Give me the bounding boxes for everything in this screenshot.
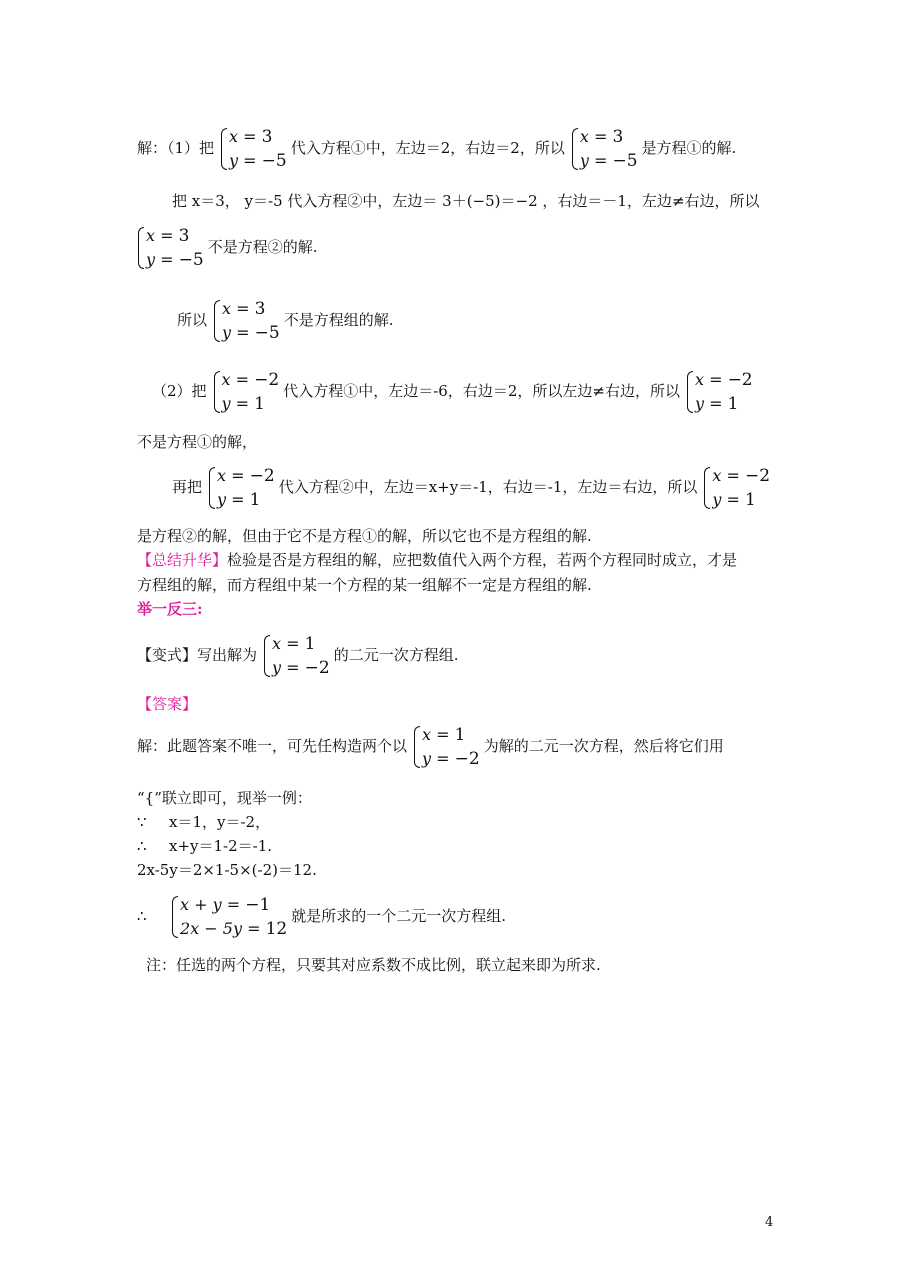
text: 2x-5y＝2×1-5×(-2)＝12.	[137, 861, 317, 879]
because-symbol: ∵	[137, 813, 147, 831]
equation-system: x = 3 y = −5	[211, 297, 280, 345]
equation-system: x = −2 y = 1	[701, 464, 770, 512]
answer-line-4	[137, 836, 272, 856]
equation-system: x = 1 y = −2	[411, 723, 480, 771]
text: 就是所求的一个二元一次方程组.	[291, 907, 506, 925]
solution-line-8	[137, 526, 592, 546]
answer-line-2	[137, 788, 312, 808]
text: 把 x＝3， y＝-5 代入方程②中，左边＝ 3＋(−5)＝−2 ，右边＝－1，左边≠右边，所以	[172, 192, 760, 210]
answer-heading	[137, 694, 197, 714]
heading-text: 举一反三:	[137, 600, 203, 618]
solution-line-6	[137, 432, 257, 452]
therefore-symbol: ∴	[137, 837, 147, 855]
solution-line-7	[172, 464, 774, 512]
text: x+y＝1-2＝-1.	[169, 837, 273, 855]
page-number: 4	[765, 1215, 774, 1230]
answer-line-1	[137, 723, 724, 771]
text: x＝1，y＝-2，	[169, 813, 271, 831]
section-heading	[137, 599, 203, 619]
answer-line-6	[137, 893, 506, 941]
text: 注：任选的两个方程，只要其对应系数不成比例，联立起来即为所求.	[146, 956, 601, 974]
text: 不是方程②的解.	[207, 238, 318, 256]
answer-line-5	[137, 860, 317, 880]
equation-system: x = 1 y = −2	[261, 632, 330, 680]
text: 是方程②的解，但由于它不是方程①的解，所以它也不是方程组的解.	[137, 527, 592, 545]
summary-line-2	[137, 575, 592, 595]
equation-system: x = 3 y = −5	[135, 224, 204, 272]
equation-system: x = −2 y = 1	[206, 464, 275, 512]
text: 代入方程②中，左边＝x+y＝-1，右边＝-1，左边＝右边，所以	[278, 478, 698, 496]
text: （2）把	[152, 382, 207, 400]
heading-text: 【答案】	[137, 695, 198, 713]
text: 代入方程①中，左边＝-6，右边＝2，所以左边≠右边，所以	[283, 382, 680, 400]
equation-system: x = −2 y = 1	[211, 368, 280, 416]
text: 所以	[177, 311, 208, 329]
text: 检验是否是方程组的解，应把数值代入两个方程，若两个方程同时成立，才是	[227, 551, 738, 569]
equation-system: x = −2 y = 1	[684, 368, 753, 416]
text: 不是方程①的解，	[137, 433, 258, 451]
text: 代入方程①中，左边＝2，右边＝2，所以	[290, 139, 565, 157]
solution-line-5	[152, 368, 757, 416]
equation-system: x = 3 y = −5	[569, 125, 638, 173]
text: 的二元一次方程组.	[333, 646, 459, 664]
therefore-symbol: ∴	[137, 907, 147, 925]
note-line	[146, 955, 601, 975]
answer-line-3	[137, 812, 270, 832]
text: “{”联立即可，现举一例：	[137, 789, 312, 807]
text: 不是方程组的解.	[283, 311, 394, 329]
solution-line-3	[135, 224, 317, 272]
equation-system: x + y = −1 2x − 5y = 12	[169, 893, 287, 941]
solution-line-1	[137, 125, 736, 173]
text: 方程组的解，而方程组中某一个方程的某一组解不一定是方程组的解.	[137, 576, 592, 594]
solution-line-4	[177, 297, 393, 345]
variant-line	[137, 632, 458, 680]
summary-tag: 【总结升华】	[137, 551, 228, 569]
summary-line-1	[137, 550, 737, 570]
solution-line-2	[172, 191, 760, 211]
text: 【变式】写出解为	[137, 646, 258, 664]
text: 解：此题答案不唯一，可先任构造两个以	[137, 737, 408, 755]
text: 再把	[172, 478, 203, 496]
text: 是方程①的解.	[641, 139, 737, 157]
equation-system: x = 3 y = −5	[218, 125, 287, 173]
text: 为解的二元一次方程，然后将它们用	[483, 737, 724, 755]
text: 解：（1）把	[137, 139, 215, 157]
